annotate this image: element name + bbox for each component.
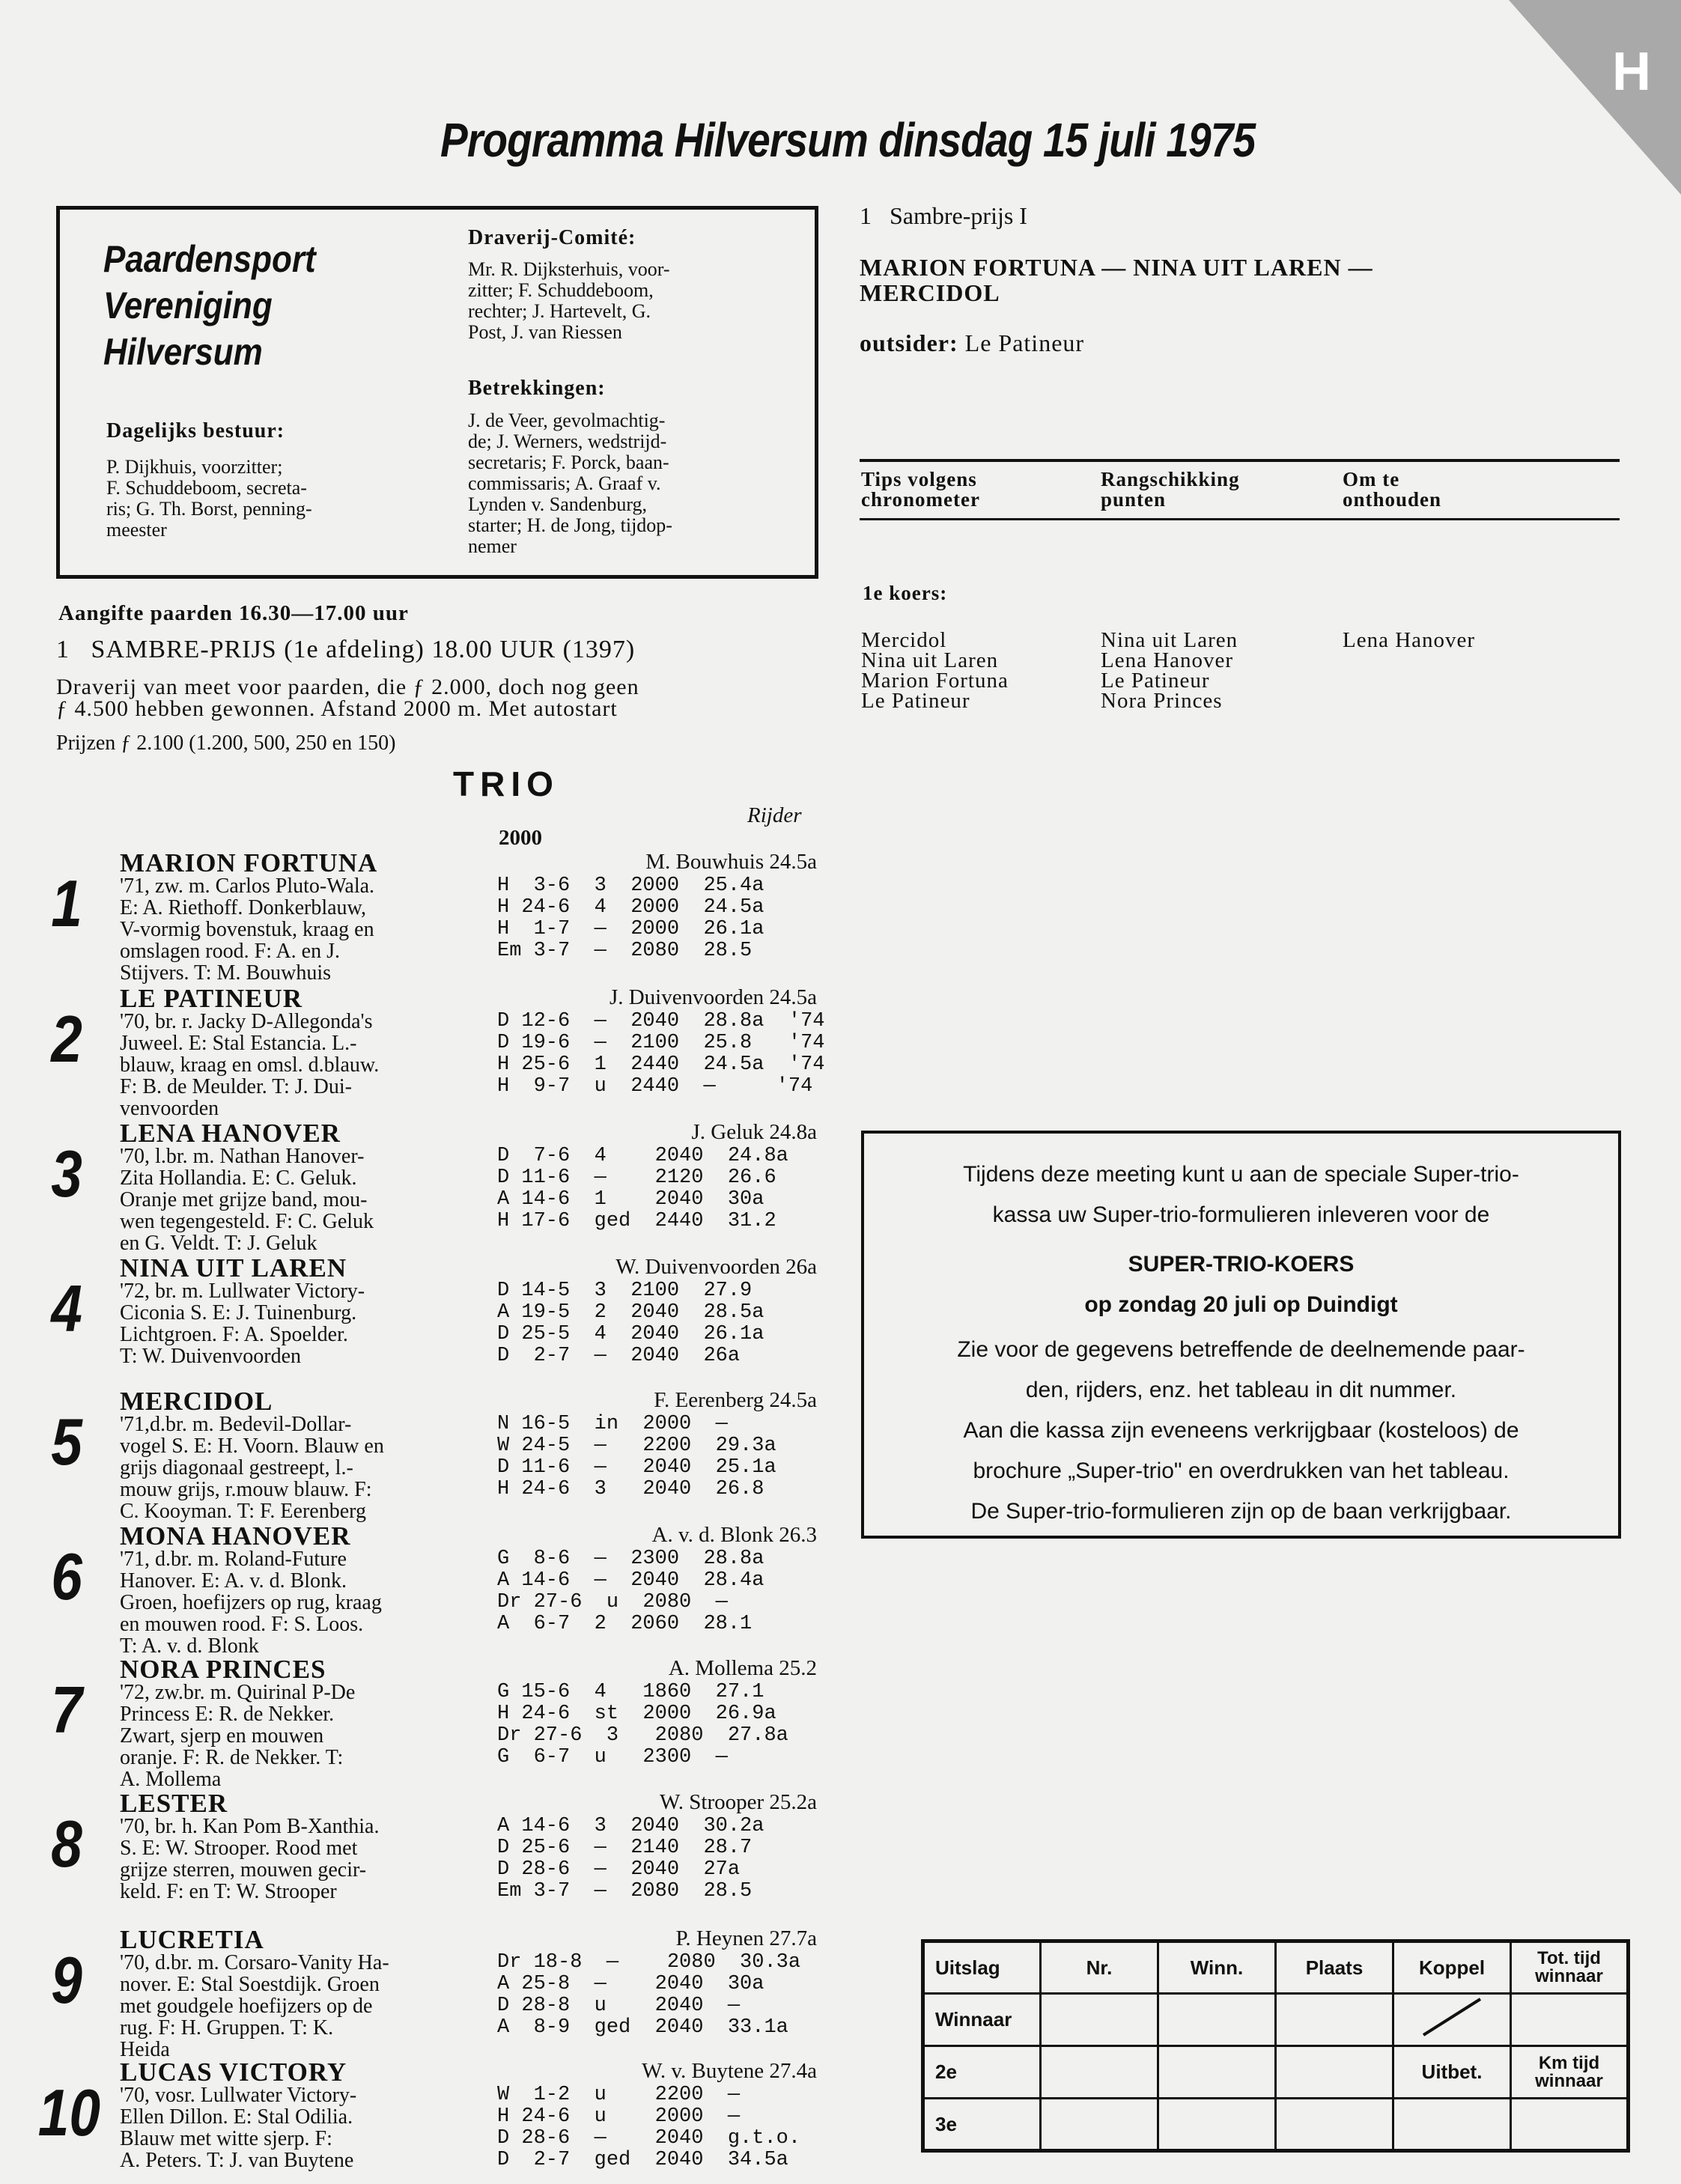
- horse-description-line: C. Kooyman. T: F. Eerenberg: [120, 1500, 366, 1523]
- slash-mark: [1407, 1995, 1497, 2039]
- horse-result-line: A 14-6 1 2040 30a: [497, 1188, 764, 1211]
- horse-description: [120, 1146, 374, 1254]
- horse-description-line: Stijvers. T: M. Bouwhuis: [120, 961, 332, 985]
- race-prizes: Prijzen ƒ 2.100 (1.200, 500, 250 en 150): [56, 731, 396, 755]
- super-trio-notice: [861, 1131, 1621, 1539]
- horse-result-line: H 17-6 ged 2440 31.2: [497, 1210, 776, 1232]
- horse-rider: W. Strooper 25.2a: [660, 1790, 817, 1814]
- outsider: [860, 329, 1084, 357]
- tips-header-2: [1101, 469, 1240, 510]
- result-header: Nr.: [1041, 1941, 1158, 1994]
- tips-race-label: 1e koers:: [863, 582, 948, 604]
- horse-description-line: Heida: [120, 2038, 170, 2061]
- horse-description-line: grijze sterren, mouwen gecir-: [120, 1858, 367, 1882]
- horse-results: [497, 1548, 764, 1635]
- club-name: [103, 236, 344, 375]
- bet-type: TRIO: [453, 764, 559, 803]
- horse-result-line: G 8-6 — 2300 28.8a: [497, 1548, 764, 1570]
- tips-header-1: [861, 469, 980, 510]
- horse-description: [120, 2084, 356, 2171]
- horse-description-line: Zita Hollandia. E: C. Geluk.: [120, 1166, 357, 1190]
- horse-results: [497, 1011, 824, 1098]
- tips-header-line: onthouden: [1343, 488, 1442, 511]
- officials-line: nemer: [468, 535, 517, 557]
- horse-result-line: Em 3-7 — 2080 28.5: [497, 1880, 753, 1902]
- horse-name: MERCIDOL: [120, 1387, 273, 1416]
- officials-line: starter; H. de Jong, tijdop-: [468, 514, 672, 536]
- horse-description-line: grijs diagonaal gestreept, l.-: [120, 1456, 353, 1479]
- entry-time: Aangifte paarden 16.30—17.00 uur: [58, 601, 409, 625]
- tips-header-line: Rangschikking: [1101, 468, 1240, 490]
- horse-result-line: H 24-6 3 2040 26.8: [497, 1478, 764, 1500]
- horse-description-line: Princess E: R. de Nekker.: [120, 1703, 335, 1726]
- board-line: ris; G. Th. Borst, penning-: [106, 498, 312, 520]
- horse-description-line: vogel S. E: H. Voorn. Blauw en: [120, 1435, 384, 1458]
- horse-description-line: wen tegengesteld. F: C. Geluk: [120, 1210, 374, 1233]
- horse-description: [120, 1414, 384, 1522]
- notice-line: Tijdens deze meeting kunt u aan de speciale Super-trio-: [963, 1162, 1519, 1187]
- horse-number: 4: [51, 1271, 82, 1345]
- horse-result-line: D 28-8 u 2040 —: [497, 1995, 741, 2017]
- notice-line: Aan die kassa zijn eveneens verkrijgbaar (kosteloos) de: [963, 1418, 1519, 1443]
- horse-description-line: '72, zw.br. m. Quirinal P-De: [120, 1681, 356, 1704]
- tips-item: Marion Fortuna: [861, 669, 1009, 693]
- committee-line: Post, J. van Riessen: [468, 321, 622, 343]
- officials-line: commissaris; A. Graaf v.: [468, 472, 661, 494]
- horse-name: MARION FORTUNA: [120, 848, 378, 877]
- horse-result-line: H 24-6 st 2000 26.9a: [497, 1703, 776, 1725]
- horse-result-line: Em 3-7 — 2080 28.5: [497, 940, 753, 962]
- result-header: Koppel: [1393, 1941, 1511, 1994]
- horse-description: [120, 1952, 389, 2060]
- corner-letter: H: [1612, 42, 1651, 102]
- result-header: Winn.: [1158, 1941, 1276, 1994]
- horse-description-line: oranje. F: R. de Nekker. T:: [120, 1746, 344, 1769]
- result-cell[interactable]: [1158, 2099, 1276, 2151]
- horse-description-line: '70, br. r. Jacky D-Allegonda's: [120, 1010, 373, 1033]
- horse-description-line: '70, vosr. Lullwater Victory-: [120, 2084, 357, 2107]
- notice-line: den, rijders, enz. het tableau in dit nummer.: [1025, 1378, 1457, 1402]
- result-cell[interactable]: [1276, 2099, 1393, 2151]
- officials-heading: Betrekkingen:: [468, 377, 606, 400]
- result-cell[interactable]: [1511, 1994, 1629, 2046]
- committee-line: zitter; F. Schuddeboom,: [468, 279, 654, 301]
- horse-name: MONA HANOVER: [120, 1521, 351, 1551]
- result-header: Uitslag: [923, 1941, 1041, 1994]
- tips-item: Mercidol: [861, 628, 947, 652]
- committee-members: [468, 259, 670, 343]
- officials-line: Lynden v. Sandenburg,: [468, 493, 648, 515]
- result-table: [921, 1939, 1630, 2153]
- result-cell[interactable]: [1511, 2099, 1629, 2151]
- result-cell[interactable]: [1276, 1994, 1393, 2046]
- committee-line: rechter; J. Hartevelt, G.: [468, 300, 651, 322]
- horse-result-line: Dr 27-6 u 2080 —: [497, 1591, 728, 1613]
- result-row-label: 3e: [923, 2099, 1041, 2151]
- notice-line: Zie voor de gegevens betreffende de deelnemende paar-: [957, 1337, 1525, 1362]
- horse-rider: W. Duivenvoorden 26a: [615, 1255, 817, 1279]
- horse-description-line: omslagen rood. F: A. en J.: [120, 940, 340, 963]
- page-title: Programma Hilversum dinsdag 15 juli 1975: [440, 113, 1256, 167]
- result-cell[interactable]: [1276, 2046, 1393, 2099]
- tips-item: Nora Princes: [1101, 689, 1223, 713]
- result-header: Tot. tijd winnaar: [1511, 1941, 1629, 1994]
- horse-description-line: venvoorden: [120, 1097, 219, 1120]
- board-line: P. Dijkhuis, voorzitter;: [106, 456, 283, 478]
- horse-description-line: Zwart, sjerp en mouwen: [120, 1724, 324, 1747]
- tips-header-line: Om te: [1343, 468, 1400, 490]
- horse-number: 2: [51, 1002, 82, 1076]
- horse-results: [497, 2084, 800, 2171]
- horse-name: LUCAS VICTORY: [120, 2057, 347, 2087]
- horse-name: NORA PRINCES: [120, 1655, 326, 1684]
- notice-line: brochure „Super-trio" en overdrukken van het tableau.: [973, 1458, 1510, 1483]
- horse-description-line: F: B. de Meulder. T: J. Dui-: [120, 1075, 352, 1098]
- prediction-picks-line: MARION FORTUNA — NINA UIT LAREN —: [860, 254, 1373, 281]
- horse-description-line: A. Mollema: [120, 1768, 222, 1791]
- horse-rider: F. Eerenberg 24.5a: [654, 1388, 817, 1412]
- horse-name: LE PATINEUR: [120, 984, 303, 1013]
- horse-results: [497, 1280, 764, 1367]
- horse-rider: J. Duivenvoorden 24.5a: [609, 985, 817, 1009]
- horse-result-line: H 1-7 — 2000 26.1a: [497, 918, 764, 940]
- result-cell[interactable]: [1393, 2099, 1511, 2151]
- notice-title: SUPER-TRIO-KOERS: [1128, 1252, 1355, 1277]
- notice-line: kassa uw Super-trio-formulieren inleveren voor de: [992, 1202, 1490, 1227]
- tips-item: Nina uit Laren: [861, 648, 999, 672]
- horse-description: [120, 1548, 382, 1657]
- tips-item: Lena Hanover: [1101, 648, 1234, 672]
- horse-description: [120, 1280, 365, 1367]
- horse-result-line: A 6-7 2 2060 28.1: [497, 1613, 753, 1635]
- prediction-picks-line: MERCIDOL: [860, 279, 1000, 306]
- horse-results: [497, 875, 764, 962]
- club-name-line: Hilversum: [103, 331, 263, 373]
- officials-list: [468, 410, 672, 557]
- horse-results: [497, 1816, 764, 1902]
- horse-result-line: W 24-5 — 2200 29.3a: [497, 1435, 776, 1457]
- horse-description-line: '71, d.br. m. Roland-Future: [120, 1548, 347, 1571]
- horse-number: 3: [51, 1137, 82, 1211]
- horse-description: [120, 875, 374, 984]
- km-time-label: Km tijd winnaar: [1511, 2046, 1629, 2099]
- horse-number: 7: [51, 1673, 82, 1747]
- board-heading: Dagelijks bestuur:: [106, 419, 285, 442]
- horse-rider: P. Heynen 27.7a: [675, 1926, 817, 1950]
- horse-number: 9: [51, 1943, 82, 2017]
- horse-description-line: Blauw met witte sjerp. F:: [120, 2127, 332, 2150]
- board-line: meester: [106, 519, 167, 541]
- result-cell[interactable]: [1158, 1994, 1276, 2046]
- board-line: F. Schuddeboom, secreta-: [106, 477, 307, 499]
- result-header: Plaats: [1276, 1941, 1393, 1994]
- horse-name: LENA HANOVER: [120, 1119, 341, 1148]
- horse-description-line: T: A. v. d. Blonk: [120, 1634, 259, 1658]
- tips-item: Le Patineur: [1101, 669, 1210, 693]
- distance-label: 2000: [499, 826, 542, 850]
- payout-label: Uitbet.: [1393, 2046, 1511, 2099]
- horse-rider: A. Mollema 25.2: [668, 1656, 817, 1680]
- horse-description-line: Lichtgroen. F: A. Spoelder.: [120, 1323, 348, 1346]
- horse-description-line: '71,d.br. m. Bedevil-Dollar-: [120, 1413, 352, 1436]
- horse-description-line: Groen, hoefijzers op rug, kraag: [120, 1591, 382, 1614]
- horse-results: [497, 1952, 800, 2039]
- result-cell-koppel[interactable]: [1393, 1994, 1511, 2046]
- horse-result-line: D 7-6 4 2040 24.8a: [497, 1145, 788, 1167]
- committee-line: Mr. R. Dijksterhuis, voor-: [468, 258, 670, 280]
- tips-item: Nina uit Laren: [1101, 628, 1238, 652]
- tips-header-line: Tips volgens: [861, 468, 977, 490]
- horse-result-line: H 24-6 u 2000 —: [497, 2105, 741, 2128]
- horse-description-line: '70, d.br. m. Corsaro-Vanity Ha-: [120, 1951, 389, 1974]
- horse-description: [120, 1682, 355, 1790]
- corner-tab: [1509, 0, 1681, 195]
- horse-description-line: en G. Veldt. T: J. Geluk: [120, 1232, 317, 1255]
- result-cell[interactable]: [1041, 2046, 1158, 2099]
- horse-result-line: H 24-6 4 2000 24.5a: [497, 896, 764, 919]
- horse-description: [120, 1816, 379, 1902]
- horse-name: LESTER: [120, 1789, 228, 1818]
- notice-line: De Super-trio-formulieren zijn op de baan verkrijgbaar.: [970, 1499, 1512, 1524]
- horse-number: 6: [51, 1539, 82, 1613]
- horse-description-line: mouw grijs, r.mouw blauw. F:: [120, 1478, 372, 1501]
- horse-description-line: '70, l.br. m. Nathan Hanover-: [120, 1145, 365, 1168]
- horse-description-line: Hanover. E: A. v. d. Blonk.: [120, 1569, 347, 1593]
- horse-description-line: Juweel. E: Stal Estancia. L.-: [120, 1032, 357, 1055]
- horse-result-line: Dr 27-6 3 2080 27.8a: [497, 1724, 788, 1747]
- horse-result-line: A 25-8 — 2040 30a: [497, 1973, 764, 1995]
- horse-number: 10: [37, 2075, 100, 2150]
- race-description: [56, 676, 639, 720]
- club-name-line: Vereniging: [103, 285, 273, 326]
- outsider-label: outsider:: [860, 329, 958, 356]
- horse-name: NINA UIT LAREN: [120, 1253, 347, 1283]
- club-name-line: Paardensport: [103, 238, 316, 280]
- horse-result-line: D 28-6 — 2040 27a: [497, 1858, 741, 1881]
- tips-column-remember: [1343, 630, 1475, 651]
- horse-description-line: T: W. Duivenvoorden: [120, 1345, 302, 1368]
- tips-header-line: chronometer: [861, 488, 980, 511]
- horse-description-line: '70, br. h. Kan Pom B-Xanthia.: [120, 1815, 380, 1838]
- tips-column-chronometer: [861, 630, 1009, 711]
- horse-description-line: V-vormig bovenstuk, kraag en: [120, 918, 374, 941]
- officials-line: secretaris; F. Porck, baan-: [468, 451, 669, 473]
- horse-description-line: rug. F: H. Gruppen. T: K.: [120, 2016, 334, 2039]
- result-row-label: Winnaar: [923, 1994, 1041, 2046]
- horse-description-line: en mouwen rood. F: S. Loos.: [120, 1613, 364, 1636]
- prediction-race: 1 Sambre-prijs I: [860, 202, 1027, 229]
- horse-rider: M. Bouwhuis 24.5a: [645, 850, 817, 874]
- horse-result-line: D 12-6 — 2040 28.8a '74: [497, 1010, 825, 1032]
- horse-description-line: Ciconia S. E: J. Tuinenburg.: [120, 1301, 357, 1324]
- horse-result-line: N 16-5 in 2000 —: [497, 1413, 728, 1435]
- horse-result-line: H 25-6 1 2440 24.5a '74: [497, 1053, 825, 1076]
- result-cell[interactable]: [1158, 2046, 1276, 2099]
- horse-results: [497, 1414, 776, 1500]
- horse-description-line: '71, zw. m. Carlos Pluto-Wala.: [120, 874, 375, 898]
- result-cell[interactable]: [1041, 1994, 1158, 2046]
- horse-result-line: H 9-7 u 2440 — '74: [497, 1075, 813, 1098]
- horse-result-line: D 19-6 — 2100 25.8 '74: [497, 1032, 825, 1054]
- tips-rule-top: [860, 459, 1620, 462]
- horse-result-line: D 25-6 — 2140 28.7: [497, 1837, 753, 1859]
- committee-heading: Draverij-Comité:: [468, 226, 636, 249]
- board-members: [106, 457, 312, 541]
- horse-result-line: W 1-2 u 2200 —: [497, 2084, 741, 2106]
- horse-result-line: A 19-5 2 2040 28.5a: [497, 1301, 764, 1324]
- horse-result-line: A 14-6 — 2040 28.4a: [497, 1569, 764, 1592]
- horse-description-line: Ellen Dillon. E: Stal Odilia.: [120, 2105, 353, 2129]
- prediction-picks: [860, 255, 1373, 305]
- officials-line: de; J. Werners, wedstrijd-: [468, 431, 667, 452]
- outsider-value: Le Patineur: [964, 329, 1085, 356]
- tips-column-points: [1101, 630, 1238, 711]
- horse-description-line: A. Peters. T: J. van Buytene: [120, 2149, 354, 2172]
- horse-rider: J. Geluk 24.8a: [691, 1120, 817, 1144]
- tips-item: Lena Hanover: [1343, 628, 1476, 652]
- horse-results: [497, 1146, 788, 1232]
- horse-result-line: A 14-6 3 2040 30.2a: [497, 1815, 764, 1837]
- horse-result-line: H 3-6 3 2000 25.4a: [497, 874, 764, 897]
- notice-subtitle: op zondag 20 juli op Duindigt: [1084, 1292, 1398, 1317]
- horse-result-line: D 2-7 ged 2040 34.5a: [497, 2149, 788, 2171]
- horse-result-line: D 11-6 — 2040 25.1a: [497, 1456, 776, 1479]
- horse-number: 8: [51, 1807, 82, 1881]
- horse-result-line: G 6-7 u 2300 —: [497, 1746, 728, 1768]
- horse-description-line: E: A. Riethoff. Donkerblauw,: [120, 896, 366, 919]
- tips-rule-bottom: [860, 518, 1620, 520]
- horse-result-line: Dr 18-8 — 2080 30.3a: [497, 1951, 801, 1974]
- horse-results: [497, 1682, 788, 1768]
- race-header: 1 SAMBRE-PRIJS (1e afdeling) 18.00 UUR (1397): [56, 636, 636, 663]
- tips-header-3: [1343, 469, 1441, 510]
- horse-description-line: nover. E: Stal Soestdijk. Groen: [120, 1973, 380, 1996]
- tips-item: Le Patineur: [861, 689, 970, 713]
- horse-description-line: met goudgele hoefijzers op de: [120, 1995, 373, 2018]
- horse-rider: A. v. d. Blonk 26.3: [651, 1523, 817, 1547]
- horse-name: LUCRETIA: [120, 1925, 264, 1954]
- tips-header-line: punten: [1101, 488, 1167, 511]
- horse-result-line: D 2-7 — 2040 26a: [497, 1345, 741, 1367]
- result-cell[interactable]: [1041, 2099, 1158, 2151]
- race-description-line: Draverij van meet voor paarden, die ƒ 2.000, doch nog geen: [56, 675, 639, 699]
- horse-number: 1: [51, 866, 82, 940]
- horse-description-line: '72, br. m. Lullwater Victory-: [120, 1280, 365, 1303]
- horse-result-line: D 28-6 — 2040 g.t.o.: [497, 2127, 801, 2150]
- horse-description-line: S. E: W. Strooper. Rood met: [120, 1837, 358, 1860]
- horse-result-line: A 8-9 ged 2040 33.1a: [497, 2016, 788, 2039]
- club-box: [56, 206, 818, 579]
- horse-description-line: keld. F: en T: W. Strooper: [120, 1880, 337, 1903]
- horse-description-line: Oranje met grijze band, mou-: [120, 1188, 368, 1211]
- rider-label: Rijder: [747, 803, 802, 827]
- horse-result-line: G 15-6 4 1860 27.1: [497, 1681, 764, 1703]
- horse-rider: W. v. Buytene 27.4a: [642, 2059, 817, 2083]
- horse-description: [120, 1011, 379, 1119]
- result-row-label: 2e: [923, 2046, 1041, 2099]
- horse-description-line: blauw, kraag en omsl. d.blauw.: [120, 1053, 380, 1077]
- horse-result-line: D 11-6 — 2120 26.6: [497, 1166, 776, 1189]
- horse-result-line: D 25-5 4 2040 26.1a: [497, 1323, 764, 1345]
- officials-line: J. de Veer, gevolmachtig-: [468, 410, 666, 431]
- race-description-line: ƒ 4.500 hebben gewonnen. Afstand 2000 m. Met autostart: [56, 696, 618, 721]
- horse-result-line: D 14-5 3 2100 27.9: [497, 1280, 753, 1302]
- horse-number: 5: [51, 1405, 82, 1479]
